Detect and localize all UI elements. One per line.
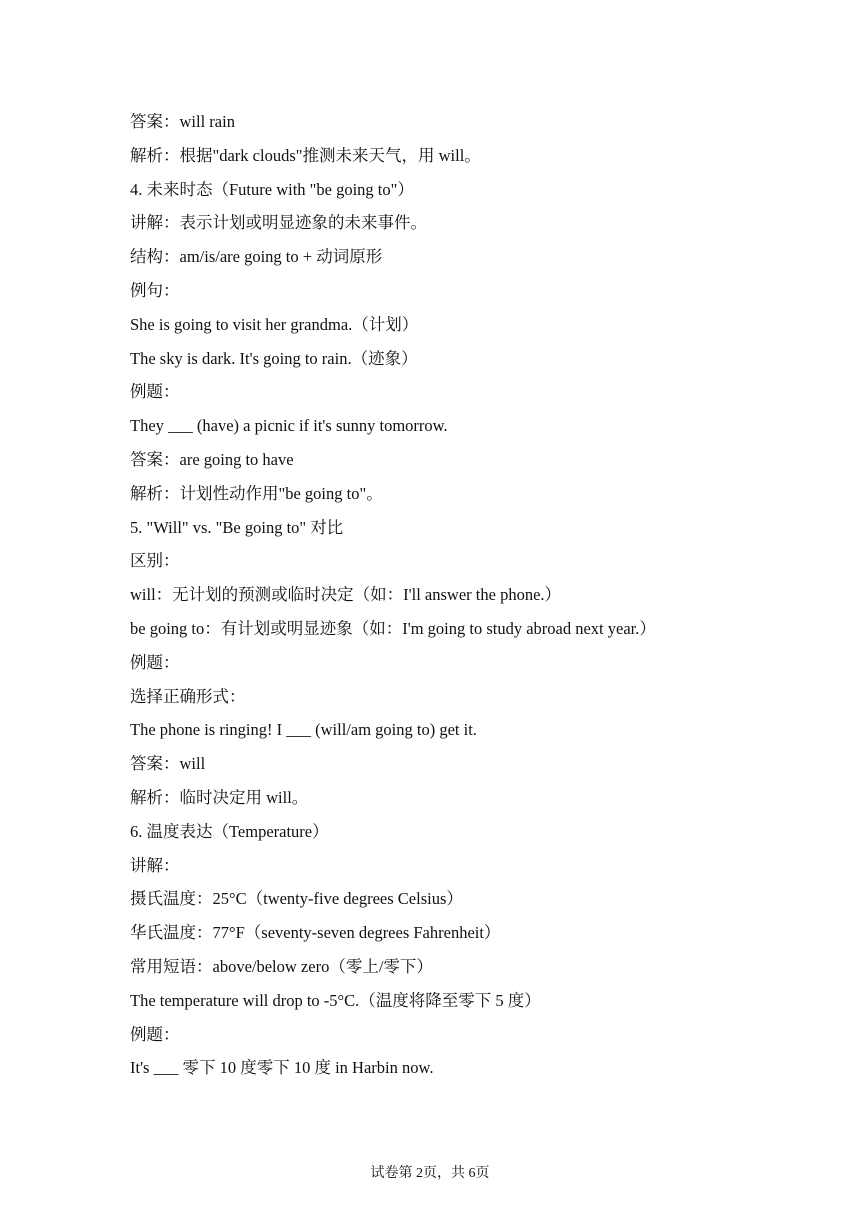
phrase-line: 常用短语：above/below zero（零上/零下） [130, 956, 433, 976]
answer-line: 答案：will [130, 754, 206, 774]
explanation-label: 讲解： [130, 855, 180, 875]
example-sentence: She is going to visit her grandma.（计划） [130, 314, 419, 334]
page-number-footer: 试卷第 2页，共 6页 [370, 1166, 490, 1181]
section-heading: 4. 未来时态（Future with "be going to"） [130, 179, 414, 199]
exercise-instruction: 选择正确形式： [130, 686, 246, 706]
temperature-line: 摄氏温度：25°C（twenty-five degrees Celsius） [130, 889, 463, 909]
difference-label: 区别： [130, 551, 180, 571]
structure-line: 结构：am/is/are going to + 动词原形 [130, 247, 383, 267]
temperature-line: 华氏温度：77°F（seventy-seven degrees Fahrenheit） [130, 923, 501, 943]
example-sentence: The temperature will drop to -5°C.（温度将降至零下 5 度） [130, 990, 541, 1010]
exercise-label: 例题： [130, 1024, 180, 1044]
exercise-question: The phone is ringing! I ___ (will/am going to) get it. [130, 720, 477, 740]
exercise-question: They ___ (have) a picnic if it's sunny tomorrow. [130, 416, 448, 436]
section-heading: 5. "Will" vs. "Be going to" 对比 [130, 517, 344, 537]
explanation-line: 讲解：表示计划或明显迹象的未来事件。 [130, 213, 427, 233]
exercise-label: 例题： [130, 652, 180, 672]
exercise-label: 例题： [130, 382, 180, 402]
example-label: 例句： [130, 280, 180, 300]
example-sentence: The sky is dark. It's going to rain.（迹象） [130, 348, 418, 368]
answer-line: 答案：are going to have [130, 449, 294, 469]
difference-line: be going to：有计划或明显迹象（如：I'm going to study abroad next year.） [130, 618, 656, 638]
exercise-question: It's ___ 零下 10 度零下 10 度 in Harbin now. [130, 1058, 434, 1078]
section-heading: 6. 温度表达（Temperature） [130, 821, 329, 841]
explanation-line: 解析：根据"dark clouds"推测未来天气，用 will。 [130, 145, 481, 165]
page-content [130, 110, 810, 1090]
answer-line: 答案：will rain [130, 112, 235, 131]
explanation-line: 解析：计划性动作用"be going to"。 [130, 483, 383, 503]
explanation-line: 解析：临时决定用 will。 [130, 787, 309, 807]
difference-line: will：无计划的预测或临时决定（如：I'll answer the phone.） [130, 585, 562, 605]
